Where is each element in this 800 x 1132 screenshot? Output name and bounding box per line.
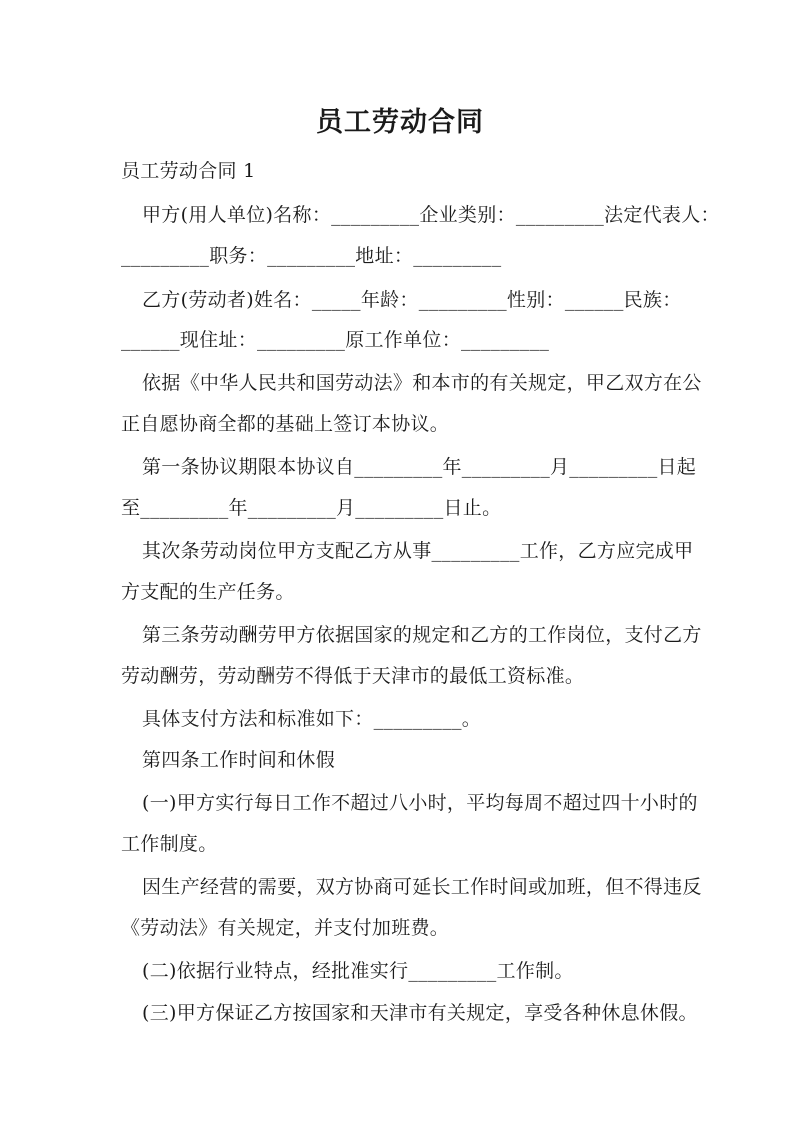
article-1-line-1: 第一条协议期限本协议自_________年_________月_________日起 bbox=[142, 456, 697, 478]
overtime-line-1: 因生产经营的需要，双方协商可延长工作时间或加班，但不得违反 bbox=[142, 876, 702, 898]
document-title: 员工劳动合同 bbox=[316, 107, 484, 138]
article-2-line-1: 其次条劳动岗位甲方支配乙方从事_________工作，乙方应完成甲 bbox=[142, 540, 694, 562]
preamble-line-1: 依据《中华人民共和国劳动法》和本市的有关规定，甲乙双方在公 bbox=[142, 372, 702, 394]
payment-method-line: 具体支付方法和标准如下：_________。 bbox=[142, 708, 482, 730]
clause-4-3-line: (三)甲方保证乙方按国家和天津市有关规定，享受各种休息休假。 bbox=[142, 1002, 698, 1024]
preamble-line-2: 正自愿协商全都的基础上签订本协议。 bbox=[121, 413, 450, 435]
party-b-line-1: 乙方(劳动者)姓名：_____年龄：_________性别：______民族： bbox=[142, 289, 682, 311]
clause-4-1-line-2: 工作制度。 bbox=[121, 833, 218, 855]
contract-heading: 员工劳动合同 1 bbox=[121, 160, 256, 182]
party-a-line-1: 甲方(用人单位)名称：_________企业类别：_________法定代表人： bbox=[142, 204, 720, 226]
party-a-line-2: _________职务：_________地址：_________ bbox=[121, 245, 502, 267]
clause-4-1-line-1: (一)甲方实行每日工作不超过八小时，平均每周不超过四十小时的 bbox=[142, 792, 698, 814]
article-1-line-2: 至_________年_________月_________日止。 bbox=[121, 497, 502, 519]
clause-4-2-line: (二)依据行业特点，经批准实行_________工作制。 bbox=[142, 960, 574, 982]
article-2-line-2: 方支配的生产任务。 bbox=[121, 581, 295, 603]
article-3-line-2: 劳动酬劳，劳动酬劳不得低于天津市的最低工资标准。 bbox=[121, 665, 585, 687]
article-4-heading: 第四条工作时间和休假 bbox=[142, 749, 336, 771]
party-b-line-2: ______现住址：_________原工作单位：_________ bbox=[121, 329, 550, 351]
article-3-line-1: 第三条劳动酬劳甲方依据国家的规定和乙方的工作岗位，支付乙方 bbox=[142, 624, 702, 646]
overtime-line-2: 《劳动法》有关规定，并支付加班费。 bbox=[121, 917, 450, 939]
